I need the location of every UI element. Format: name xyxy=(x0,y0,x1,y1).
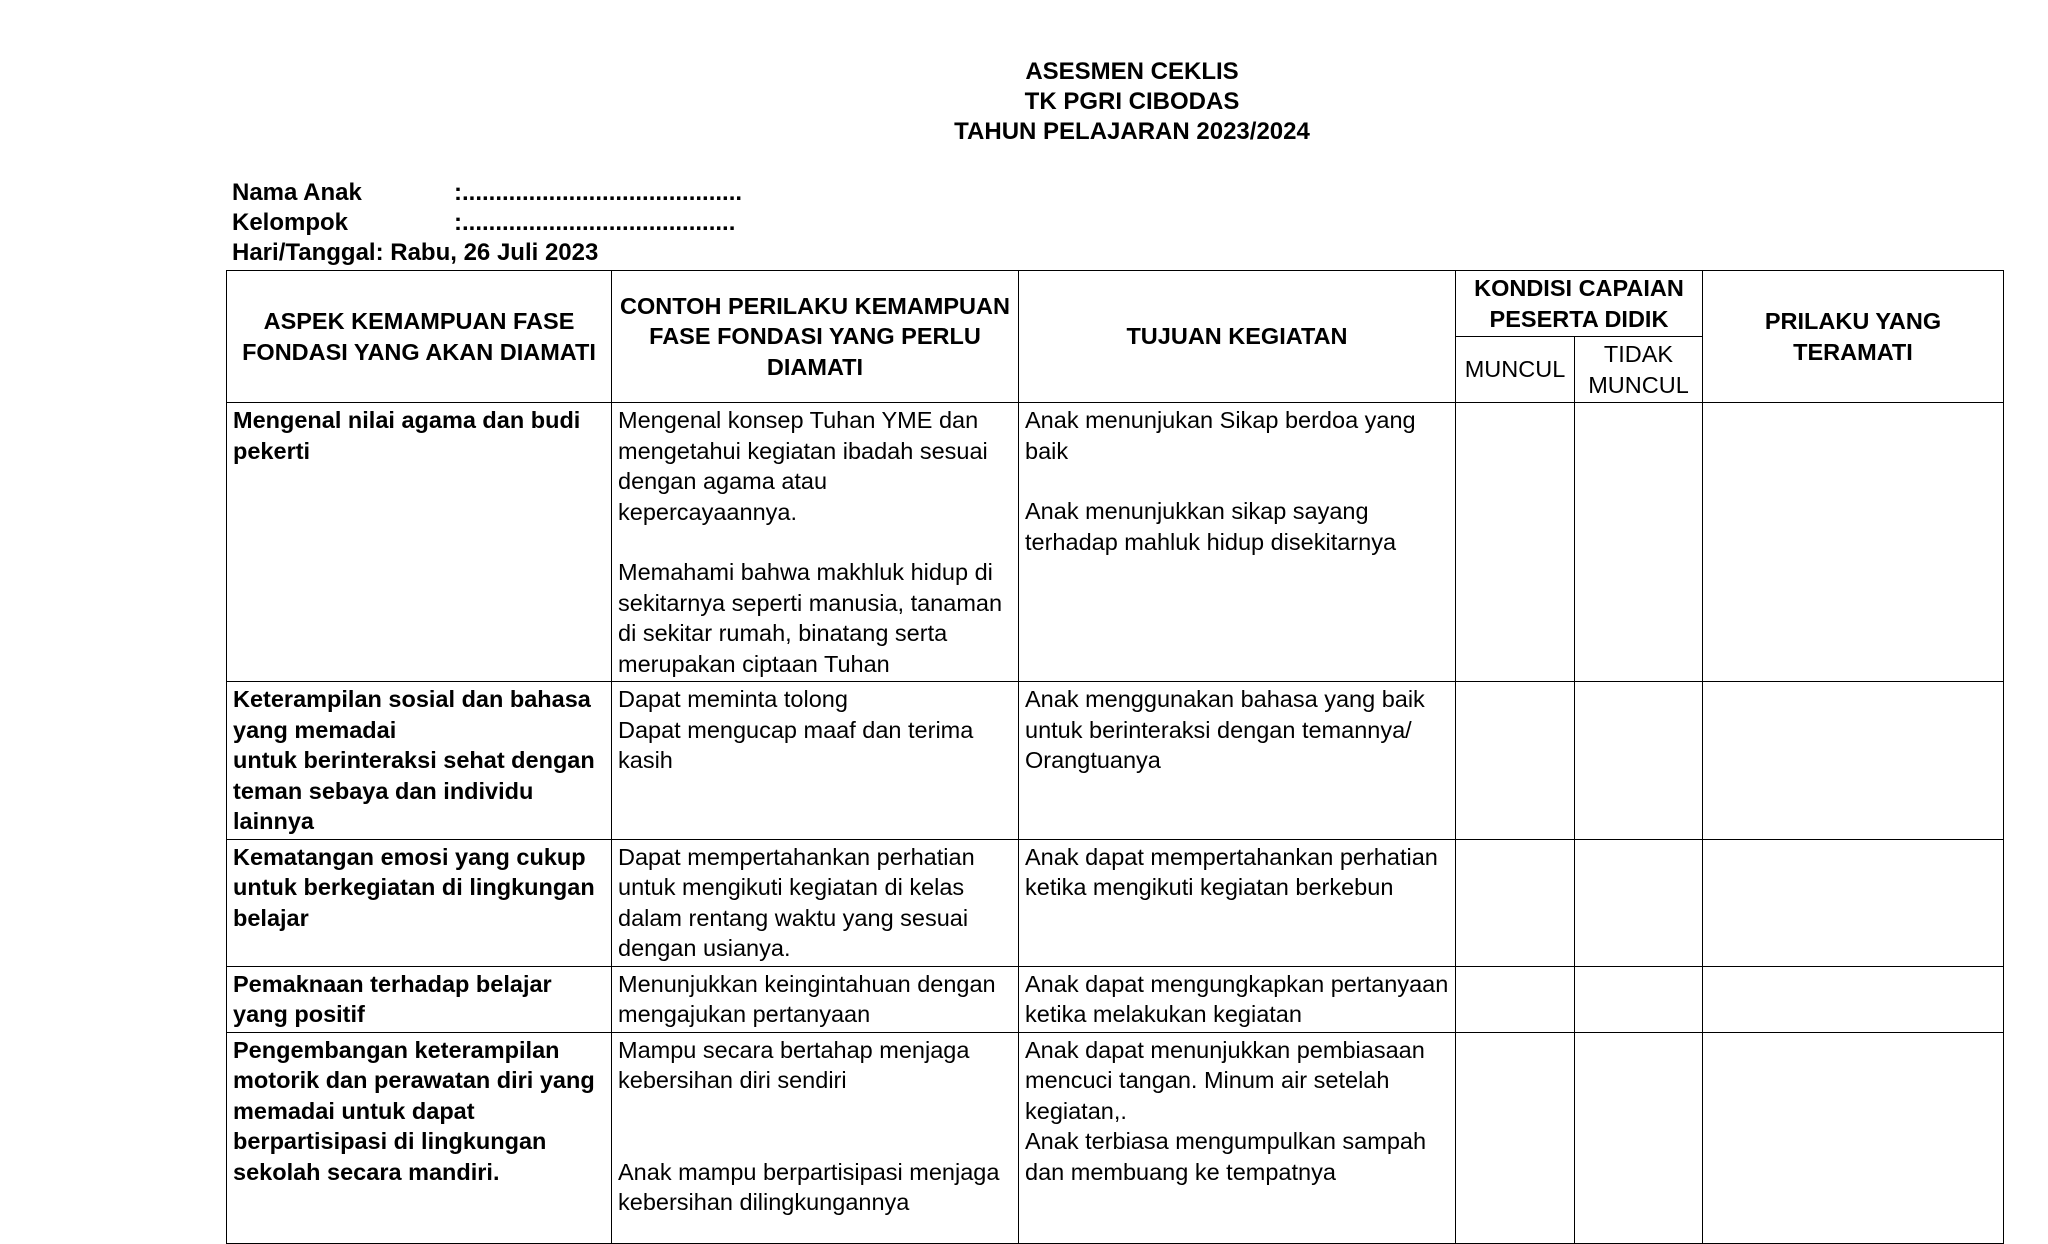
group-label: Kelompok xyxy=(232,209,349,236)
example-cell: Dapat meminta tolong Dapat mengucap maaf dan terima kasih xyxy=(612,682,1019,840)
example-cell: Dapat mempertahankan perhatian untuk mengikuti kegiatan di kelas dalam rentang waktu yang sesuai dengan usianya. xyxy=(612,839,1019,966)
name-value: :.......................................... xyxy=(454,179,743,206)
header-appear: MUNCUL xyxy=(1456,337,1575,403)
header-goal: TUJUAN KEGIATAN xyxy=(1019,271,1456,403)
goal-text: Anak menunjukkan sikap sayang terhadap mahluk hidup disekitarnya xyxy=(1025,498,1397,555)
header-example: CONTOH PERILAKU KEMAMPUAN FASE FONDASI YANG PERLU DIAMATI xyxy=(612,271,1019,403)
example-text: Memahami bahwa makhluk hidup di sekitarnya seperti manusia, tanaman di sekitar rumah, binatang serta merupakan ciptaan Tuhan xyxy=(618,559,1003,677)
title-line-2: TK PGRI CIBODAS xyxy=(1024,88,1240,115)
appear-check-cell[interactable] xyxy=(1456,966,1575,1032)
document-title xyxy=(0,57,2048,147)
date-row xyxy=(232,238,742,268)
example-text: Mampu secara bertahap menjaga kebersihan diri sendiri xyxy=(618,1036,970,1093)
title-line-1: ASESMEN CEKLIS xyxy=(1025,58,1239,85)
not-appear-check-cell[interactable] xyxy=(1575,839,1703,966)
not-appear-check-cell[interactable] xyxy=(1575,966,1703,1032)
appear-check-cell[interactable] xyxy=(1456,839,1575,966)
table-row xyxy=(227,1032,2004,1243)
example-cell: Menunjukkan keingintahuan dengan mengajukan pertanyaan xyxy=(612,966,1019,1032)
not-appear-check-cell[interactable] xyxy=(1575,403,1703,682)
goal-cell xyxy=(1019,403,1456,682)
goal-cell: Anak dapat menunjukkan pembiasaan mencuci tangan. Minum air setelah kegiatan,. Anak terbiasa mengumpulkan sampah dan membuang ke tempatnya xyxy=(1019,1032,1456,1243)
appear-check-cell[interactable] xyxy=(1456,1032,1575,1243)
student-info xyxy=(232,178,742,268)
table-row xyxy=(227,966,2004,1032)
example-text: Anak mampu berpartisipasi menjaga kebersihan dilingkungannya xyxy=(618,1158,1000,1215)
appear-check-cell[interactable] xyxy=(1456,403,1575,682)
header-condition: KONDISI CAPAIAN PESERTA DIDIK xyxy=(1456,271,1703,337)
title-line-3: TAHUN PELAJARAN 2023/2024 xyxy=(954,118,1310,145)
goal-text: Anak menunjukan Sikap berdoa yang baik xyxy=(1025,407,1416,464)
table-row xyxy=(227,682,2004,840)
table-row xyxy=(227,403,2004,682)
not-appear-check-cell[interactable] xyxy=(1575,682,1703,840)
example-cell xyxy=(612,403,1019,682)
aspect-cell: Kematangan emosi yang cukup untuk berkegiatan di lingkungan belajar xyxy=(227,839,612,966)
header-not-appear: TIDAK MUNCUL xyxy=(1575,337,1703,403)
name-row xyxy=(232,178,742,208)
example-cell xyxy=(612,1032,1019,1243)
example-text: Mengenal konsep Tuhan YME dan mengetahui kegiatan ibadah sesuai dengan agama atau kepercayaannya. xyxy=(618,407,988,525)
observed-cell[interactable] xyxy=(1703,403,2004,682)
goal-cell: Anak menggunakan bahasa yang baik untuk berinteraksi dengan temannya/ Orangtuanya xyxy=(1019,682,1456,840)
name-label: Nama Anak xyxy=(232,179,362,206)
aspect-cell: Pengembangan keterampilan motorik dan perawatan diri yang memadai untuk dapat berpartisipasi di lingkungan sekolah secara mandiri. xyxy=(227,1032,612,1243)
header-observed: PRILAKU YANG TERAMATI xyxy=(1703,271,2004,403)
group-value: :......................................... xyxy=(454,209,736,236)
aspect-cell: Mengenal nilai agama dan budi pekerti xyxy=(227,403,612,682)
assessment-table xyxy=(226,270,2004,1244)
header-aspect: ASPEK KEMAMPUAN FASE FONDASI YANG AKAN DIAMATI xyxy=(227,271,612,403)
goal-cell: Anak dapat mempertahankan perhatian ketika mengikuti kegiatan berkebun xyxy=(1019,839,1456,966)
observed-cell[interactable] xyxy=(1703,1032,2004,1243)
observed-cell[interactable] xyxy=(1703,966,2004,1032)
goal-cell: Anak dapat mengungkapkan pertanyaan ketika melakukan kegiatan xyxy=(1019,966,1456,1032)
not-appear-check-cell[interactable] xyxy=(1575,1032,1703,1243)
group-row xyxy=(232,208,742,238)
table-row xyxy=(227,839,2004,966)
date-text: Hari/Tanggal: Rabu, 26 Juli 2023 xyxy=(232,239,599,266)
observed-cell[interactable] xyxy=(1703,682,2004,840)
observed-cell[interactable] xyxy=(1703,839,2004,966)
appear-check-cell[interactable] xyxy=(1456,682,1575,840)
aspect-cell: Keterampilan sosial dan bahasa yang memadai untuk berinteraksi sehat dengan teman sebaya dan individu lainnya xyxy=(227,682,612,840)
aspect-cell: Pemaknaan terhadap belajar yang positif xyxy=(227,966,612,1032)
